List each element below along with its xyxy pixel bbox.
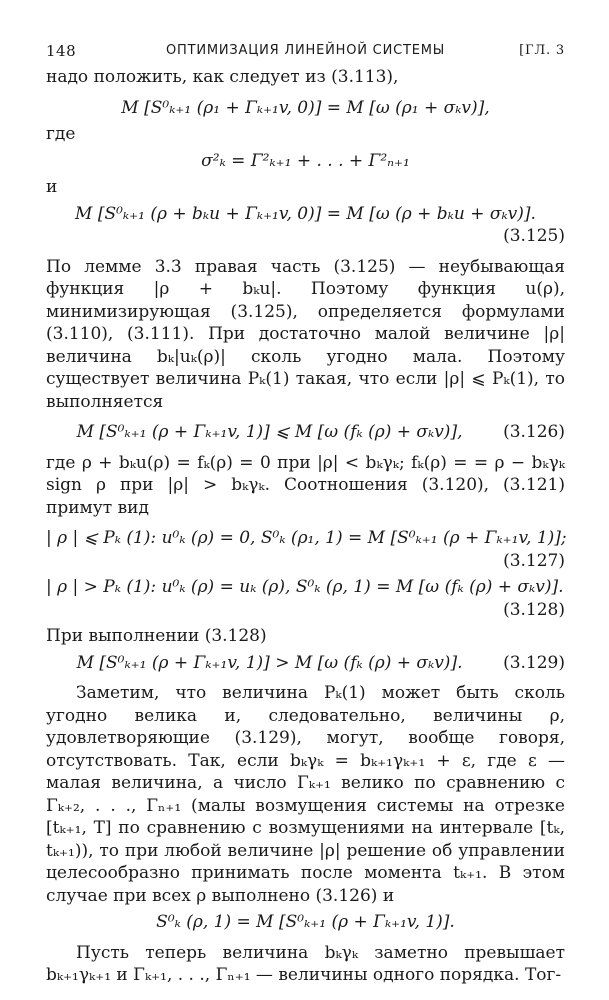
- equation-number: (3.128): [503, 599, 565, 620]
- equation-number: (3.129): [503, 652, 565, 673]
- paragraph: Пусть теперь величина bₖγₖ заметно превышает bₖ₊₁γₖ₊₁ и Γₖ₊₁, . . ., Γₙ₊₁ — величины одного порядка. Тог-: [46, 942, 565, 985]
- equation-row: [46, 652, 565, 675]
- equation-display: σ²ₖ = Γ²ₖ₊₁ + . . . + Γ²ₙ₊₁: [201, 150, 410, 171]
- paragraph: По лемме 3.3 правая часть (3.125) — неубывающая функция |ρ + bₖu|. Поэтому функция u(ρ), минимизирующая (3.125), определяется формулами (3.110), (3.111). При достаточно малой величине |ρ| величина bₖ|uₖ(ρ)| сколь угодно мала. Поэтому существует величина Pₖ(1) такая, что если |ρ| ⩽ Pₖ(1), то выполняется: [46, 256, 565, 412]
- text-line: где: [46, 124, 76, 144]
- equation-display: M [S⁰ₖ₊₁ (ρ + Γₖ₊₁v, 1)] > M [ω (fₖ (ρ) + σₖv)].: [76, 652, 463, 673]
- equation-display: | ρ | > Pₖ (1): u⁰ₖ (ρ) = uₖ (ρ), S⁰ₖ (ρ, 1) = M [ω (fₖ (ρ) + σₖv)].: [46, 577, 564, 597]
- equation-display: M [S⁰ₖ₊₁ (ρ + bₖu + Γₖ₊₁v, 0)] = M [ω (ρ + bₖu + σₖv)].: [75, 203, 536, 224]
- page-header: [46, 36, 565, 62]
- chapter-label: [ГЛ. 3: [519, 43, 565, 58]
- equation-display: M [S⁰ₖ₊₁ (ρ + Γₖ₊₁v, 1)] ⩽ M [ω (fₖ (ρ) + σₖv)],: [76, 422, 463, 442]
- equation-number: (3.126): [503, 422, 565, 442]
- equation-number: (3.127): [503, 550, 565, 571]
- text-line: надо положить, как следует из (3.113),: [46, 67, 399, 87]
- text-line: и: [46, 177, 58, 197]
- equation-row: [46, 421, 565, 444]
- text-line: При выполнении (3.128): [46, 626, 267, 646]
- equation-number: (3.125): [503, 226, 565, 246]
- equation-display: M [S⁰ₖ₊₁ (ρ₁ + Γₖ₊₁v, 0)] = M [ω (ρ₁ + σₖv)],: [121, 97, 490, 118]
- equation-display: S⁰ₖ (ρ, 1) = M [S⁰ₖ₊₁ (ρ + Γₖ₊₁v, 1)].: [156, 912, 455, 932]
- book-page: [46, 36, 565, 987]
- paragraph: Заметим, что величина Pₖ(1) может быть сколь угодно велика и, следовательно, величины ρ, удовлетворяющие (3.129), могут, вообще говоря, отсутствовать. Так, если bₖγₖ = bₖ₊₁γₖ₊₁ + ε, где ε — малая величина, а число Γₖ₊₁ велико по сравнению с Γₖ₊₂, . . ., Γₙ₊₁ (малы возмущения системы на отрезке [tₖ₊₁, T] по сравнению с возмущениями на интервале [tₖ, tₖ₊₁)), то при любой величине |ρ| решение об управлении целесообразно принимать после момента tₖ₊₁. В этом случае при всех ρ выполнено (3.126) и: [46, 683, 565, 906]
- paragraph: где ρ + bₖu(ρ) = fₖ(ρ) = 0 при |ρ| < bₖγₖ; fₖ(ρ) = = ρ − bₖγₖ sign ρ при |ρ| > bₖγₖ. Соотношения (3.120), (3.121) примут вид: [46, 452, 565, 518]
- equation-display: | ρ | ⩽ Pₖ (1): u⁰ₖ (ρ) = 0, S⁰ₖ (ρ₁, 1) = M [S⁰ₖ₊₁ (ρ + Γₖ₊₁v, 1)];: [46, 528, 567, 548]
- page-number: 148: [46, 42, 77, 60]
- running-title: ОПТИМИЗАЦИЯ ЛИНЕЙНОЙ СИСТЕМЫ: [165, 43, 446, 58]
